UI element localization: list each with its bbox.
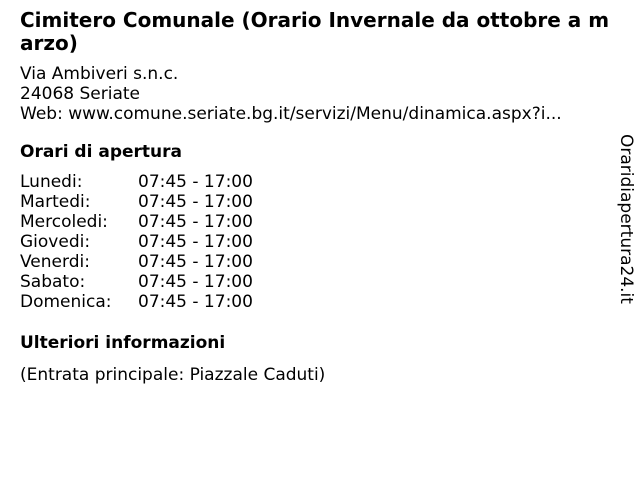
- page-title: Cimitero Comunale (Orario Invernale da ottobre a marzo): [20, 8, 610, 55]
- time-range: 07:45 - 17:00: [138, 252, 253, 272]
- address-city: 24068 Seriate: [20, 84, 140, 104]
- place-card: [20, 9, 610, 385]
- time-range: 07:45 - 17:00: [138, 172, 253, 192]
- hours-row-monday: [20, 172, 610, 192]
- hours-row-sunday: [20, 292, 610, 312]
- additional-info-text: (Entrata principale: Piazzale Caduti): [20, 365, 326, 385]
- additional-info-heading: Ulteriori informazioni: [20, 333, 226, 353]
- time-range: 07:45 - 17:00: [138, 232, 253, 252]
- hours-row-thursday: [20, 232, 610, 252]
- time-range: 07:45 - 17:00: [138, 192, 253, 212]
- time-range: 07:45 - 17:00: [138, 292, 253, 312]
- opening-hours-list: [20, 172, 610, 312]
- day-label: Mercoledi:: [20, 212, 108, 232]
- time-range: 07:45 - 17:00: [138, 272, 253, 292]
- opening-hours-heading: Orari di apertura: [20, 142, 182, 162]
- day-label: Sabato:: [20, 272, 86, 292]
- address-street: Via Ambiveri s.n.c.: [20, 64, 179, 84]
- day-label: Domenica:: [20, 292, 112, 312]
- day-label: Martedi:: [20, 192, 91, 212]
- day-label: Lunedi:: [20, 172, 83, 192]
- day-label: Venerdi:: [20, 252, 90, 272]
- hours-row-saturday: [20, 272, 610, 292]
- hours-row-tuesday: [20, 192, 610, 212]
- hours-row-wednesday: [20, 212, 610, 232]
- hours-row-friday: [20, 252, 610, 272]
- day-label: Giovedi:: [20, 232, 91, 252]
- time-range: 07:45 - 17:00: [138, 212, 253, 232]
- site-watermark: Oraridiapertura24.it: [616, 134, 636, 304]
- website-link[interactable]: Web: www.comune.seriate.bg.it/servizi/Menu/dinamica.aspx?i...: [20, 104, 562, 124]
